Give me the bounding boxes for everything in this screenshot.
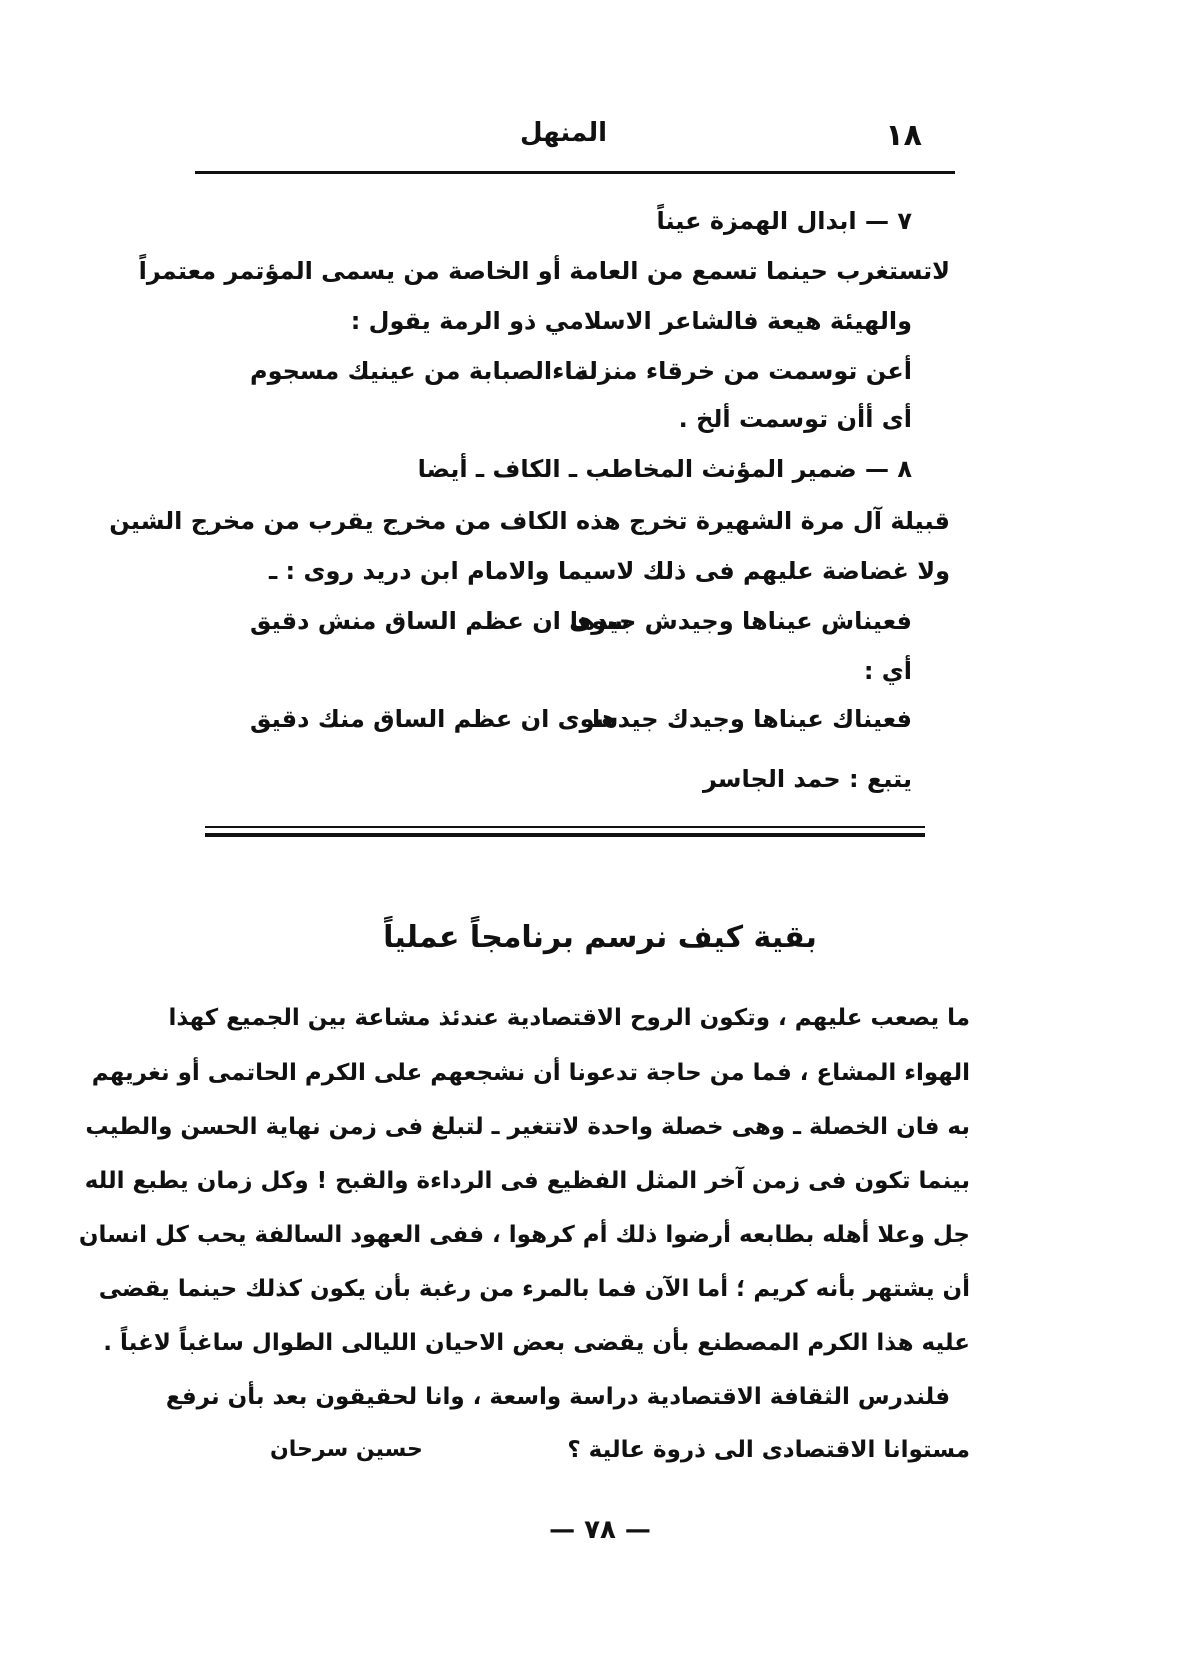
header-page-number: ١٨ (885, 118, 922, 153)
article-line: أن يشتهر بأنه كريم ؛ أما الآن فما بالمرء من رغبة بأن يكون كذلك حينما يقضى (98, 1276, 970, 1302)
heading-7: ٧ — ابدال الهمزة عيناً (656, 207, 912, 235)
author-signature: حسين سرحان (270, 1437, 423, 1462)
journal-title: المنهل (520, 118, 608, 148)
article-line: ما يصعب عليهم ، وتكون الروح الاقتصادية عندئذ مشاعة بين الجميع كهذا (168, 1005, 970, 1031)
article-line: فلندرس الثقافة الاقتصادية دراسة واسعة ، وانا لحقيقون بعد بأن نرفع (165, 1384, 950, 1410)
gloss-line: أي : (863, 657, 912, 685)
paragraph-line: والهيئة هيعة فالشاعر الاسلامي ذو الرمة يقول : (350, 307, 912, 335)
article-line: عليه هذا الكرم المصطنع بأن يقضى بعض الاحيان الليالى الطوال ساغباً لاغباً . (103, 1330, 970, 1356)
article-line: جل وعلا أهله بطابعه أرضوا ذلك أم كرهوا ، ففى العهود السالفة يحب كل انسان (78, 1222, 970, 1248)
separator-rule-thin (205, 826, 925, 828)
article-title: بقية كيف نرسم برنامجاً عملياً (383, 920, 817, 955)
verse-hemistich-left: سوى ان عظم الساق منك دقيق (250, 705, 619, 733)
verse-hemistich-left: ماءالصبابة من عينيك مسجوم (250, 357, 589, 385)
article-line: بينما تكون فى زمن آخر المثل الفظيع فى الرداءة والقبح ! وكل زمان يطبع الله (84, 1168, 970, 1194)
footer-page-number: — ٧٨ — (549, 1515, 651, 1545)
article-line: الهواء المشاع ، فما من حاجة تدعونا أن نشجعهم على الكرم الحاتمى أو نغريهم (91, 1060, 970, 1086)
verse-hemistich-right: فعيناك عيناها وجيدك جيدها (591, 705, 912, 733)
verse-hemistich-left: سوى ان عظم الساق منش دقيق (250, 607, 630, 635)
verse-hemistich-right: فعيناش عيناها وجيدش جيدها (569, 607, 912, 635)
gloss-line: أى أأن توسمت ألخ . (678, 405, 912, 433)
paragraph-line: ولا غضاضة عليهم فى ذلك لاسيما والامام ابن دريد روى : ـ (268, 557, 950, 585)
article-line: به فان الخصلة ـ وهى خصلة واحدة لاتتغير ـ لتبلغ فى زمن نهاية الحسن والطيب (85, 1114, 970, 1140)
article-line-last: مستوانا الاقتصادى الى ذروة عالية ؟ (567, 1437, 970, 1463)
continued-note: يتبع : حمد الجاسر (703, 765, 912, 793)
heading-8: ٨ — ضمير المؤنث المخاطب ـ الكاف ـ أيضا (417, 455, 912, 483)
header-rule (195, 171, 955, 174)
separator-rule-thick (205, 833, 925, 837)
paragraph-line: لاتستغرب حينما تسمع من العامة أو الخاصة من يسمى المؤتمر معتمراً (138, 257, 950, 285)
verse-hemistich-right: أعن توسمت من خرقاء منزلة (574, 357, 912, 385)
paragraph-line: قبيلة آل مرة الشهيرة تخرج هذه الكاف من مخرج يقرب من مخرج الشين (109, 507, 950, 535)
